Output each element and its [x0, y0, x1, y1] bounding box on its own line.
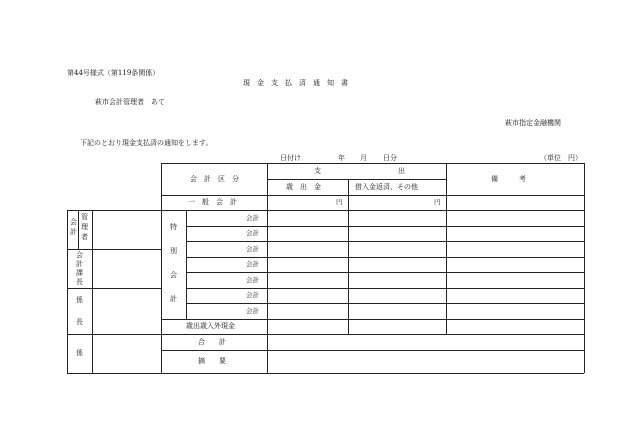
general-account-label: 一 般 会 計 — [188, 198, 237, 206]
special-row-label: 会計 — [246, 260, 259, 268]
intro-text: 下記のとおり現金支払済の通知をします。 — [80, 139, 213, 147]
special-label-char: 別 — [170, 247, 177, 255]
loan-column: 借入金返済、その他 — [355, 183, 418, 191]
cash-outside-label: 歳出歳入外現金 — [186, 322, 235, 330]
stamp-char: 会 — [70, 218, 77, 226]
document-title: 現 金 支 払 済 通 知 書 — [243, 79, 348, 87]
special-row-label: 会計 — [246, 307, 259, 315]
yen-unit: 円 — [336, 198, 343, 206]
sender: 萩市指定金融機関 — [505, 119, 561, 127]
form-number: 第44号様式（第119条関係） — [67, 69, 160, 77]
stamp-char: 課 — [76, 269, 83, 277]
special-row-label: 会計 — [246, 291, 259, 299]
stamp-char: 長 — [76, 278, 83, 286]
total-label: 合 計 — [198, 338, 226, 346]
date-label: 日付け — [280, 154, 301, 162]
stamp-char: 理 — [81, 223, 88, 231]
special-label-char: 会 — [170, 271, 177, 279]
unit-label: （単位 円） — [540, 154, 582, 162]
special-label-char: 計 — [170, 295, 177, 303]
payment-header-left: 支 — [314, 167, 321, 175]
category-header: 会 計 区 分 — [190, 175, 239, 183]
summary-label: 摘 要 — [198, 357, 226, 365]
date-day: 日分 — [383, 154, 397, 162]
remarks-column: 備 考 — [491, 175, 526, 183]
stamp-char: 係 — [76, 296, 83, 304]
expenditure-column: 歳 出 金 — [286, 183, 321, 191]
special-row-label: 会計 — [246, 214, 259, 222]
date-month: 月 — [360, 154, 367, 162]
yen-unit: 円 — [434, 198, 441, 206]
stamp-char: 会 — [76, 251, 83, 259]
stamp-char: 者 — [81, 233, 88, 241]
special-row-label: 会計 — [246, 245, 259, 253]
stamp-char: 長 — [76, 318, 83, 326]
special-row-label: 会計 — [246, 229, 259, 237]
special-row-label: 会計 — [246, 276, 259, 284]
stamp-char: 係 — [76, 349, 83, 357]
stamp-char: 計 — [70, 228, 77, 236]
special-label-char: 特 — [170, 223, 177, 231]
stamp-char: 管 — [81, 213, 88, 221]
date-year: 年 — [338, 154, 345, 162]
payment-header-right: 出 — [398, 167, 405, 175]
stamp-char: 計 — [76, 260, 83, 268]
addressee: 萩市会計管理者 あて — [95, 98, 165, 106]
